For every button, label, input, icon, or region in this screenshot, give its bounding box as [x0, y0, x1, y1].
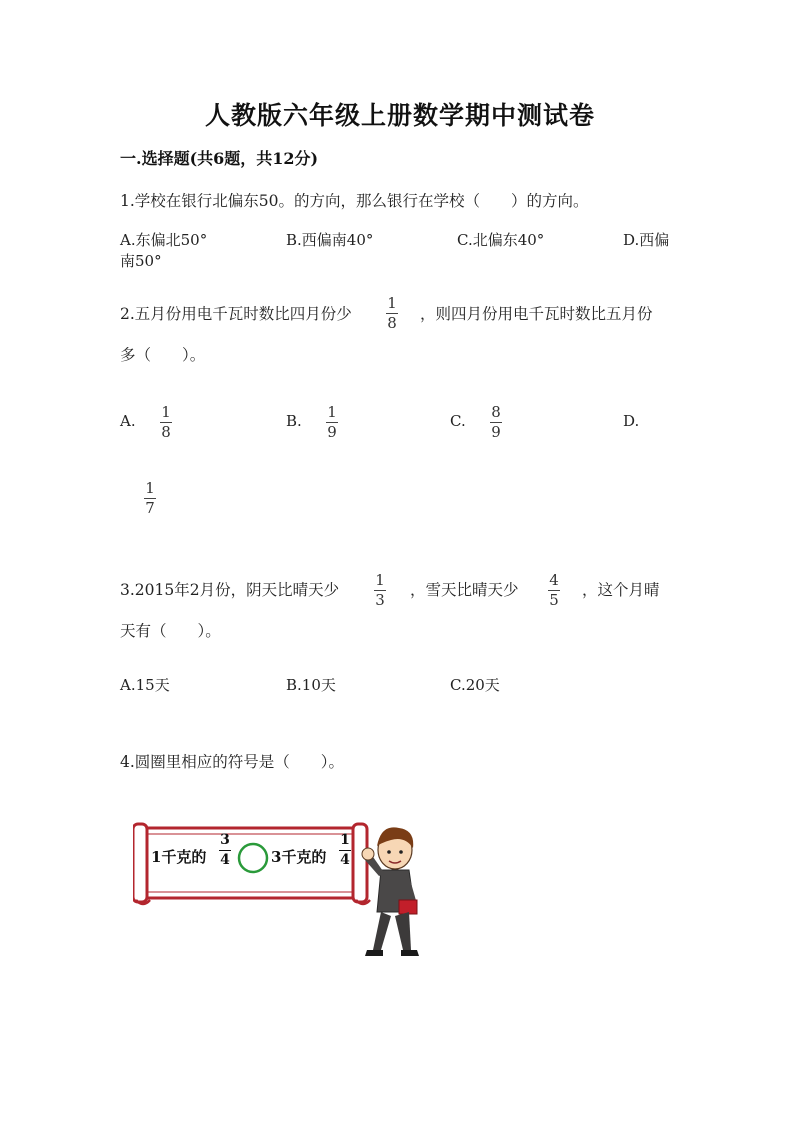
question-2-text-b: ，则四月份用电千瓦时数比五月份 — [420, 305, 653, 323]
q1-option-d-continued: 南50° — [120, 252, 162, 270]
cartoon-boy-image — [362, 827, 419, 956]
q2-fraction — [386, 295, 398, 332]
fraction-numerator: 3 — [220, 832, 230, 848]
question-3-text-a: 3.2015年2月份，阴天比晴天少 — [120, 581, 340, 599]
section-heading: 一.选择题(共6题，共12分) — [120, 149, 319, 168]
scroll-illustration — [133, 820, 433, 960]
q3-fraction-2 — [548, 572, 560, 609]
q3-fraction-1 — [374, 572, 386, 609]
fraction-numerator: 1 — [375, 571, 385, 589]
question-1-text: 1.学校在银行北偏东50。的方向，那么银行在学校（ ）的方向。 — [120, 192, 589, 210]
fraction-numerator: 1 — [145, 479, 155, 497]
figure-left-fraction — [219, 832, 231, 869]
figure-left-text: 1千克的 — [151, 848, 207, 866]
scroll-comparison-figure — [133, 820, 433, 960]
fraction-denominator: 9 — [327, 423, 337, 441]
question-3-text-c: ，这个月晴 — [582, 581, 660, 599]
fraction-numerator: 1 — [327, 403, 337, 421]
q1-option-b[interactable]: B.西偏南40° — [286, 231, 374, 249]
q3-option-b[interactable]: B.10天 — [286, 676, 336, 694]
fraction-denominator: 7 — [145, 499, 155, 517]
question-4-text: 4.圆圈里相应的符号是（ ）。 — [120, 753, 345, 771]
q1-option-c[interactable]: C.北偏东40° — [457, 231, 545, 249]
fraction-bar — [339, 850, 351, 851]
figure-right-text: 3千克的 — [271, 848, 327, 866]
fraction-denominator: 8 — [387, 314, 397, 332]
q1-option-a[interactable]: A.东偏北50° — [120, 231, 208, 249]
q3-option-c[interactable]: C.20天 — [450, 676, 500, 694]
fraction-numerator: 1 — [340, 832, 350, 848]
q2-option-a-label[interactable]: A. — [120, 412, 136, 430]
fraction-denominator: 9 — [491, 423, 501, 441]
q1-option-d[interactable]: D.西偏 — [623, 231, 670, 249]
question-2-text-a: 2.五月份用电千瓦时数比四月份少 — [120, 305, 352, 323]
question-3-text-b: ，雪天比晴天少 — [410, 581, 519, 599]
fraction-numerator: 8 — [491, 403, 501, 421]
fraction-numerator: 4 — [549, 571, 559, 589]
page-title: 人教版六年级上册数学期中测试卷 — [204, 101, 595, 130]
fraction-numerator: 1 — [387, 294, 397, 312]
fraction-denominator: 8 — [161, 423, 171, 441]
q2-option-b-label[interactable]: B. — [286, 412, 302, 430]
fraction-denominator: 4 — [340, 852, 350, 868]
q2-option-d-label[interactable]: D. — [623, 412, 640, 430]
q3-option-a[interactable]: A.15天 — [120, 676, 170, 694]
q2-option-a-fraction — [160, 404, 172, 441]
q2-option-d-fraction — [144, 480, 156, 517]
figure-right-fraction — [339, 832, 351, 869]
fraction-numerator: 1 — [161, 403, 171, 421]
question-3-text-d: 天有（ ）。 — [120, 622, 221, 640]
fraction-denominator: 3 — [375, 591, 385, 609]
q2-option-c-label[interactable]: C. — [450, 412, 466, 430]
fraction-denominator: 5 — [549, 591, 559, 609]
q2-option-c-fraction — [490, 404, 502, 441]
question-2-text-c: 多（ ）。 — [120, 346, 206, 364]
fraction-bar — [219, 850, 231, 851]
fraction-denominator: 4 — [220, 852, 230, 868]
q2-option-b-fraction — [326, 404, 338, 441]
